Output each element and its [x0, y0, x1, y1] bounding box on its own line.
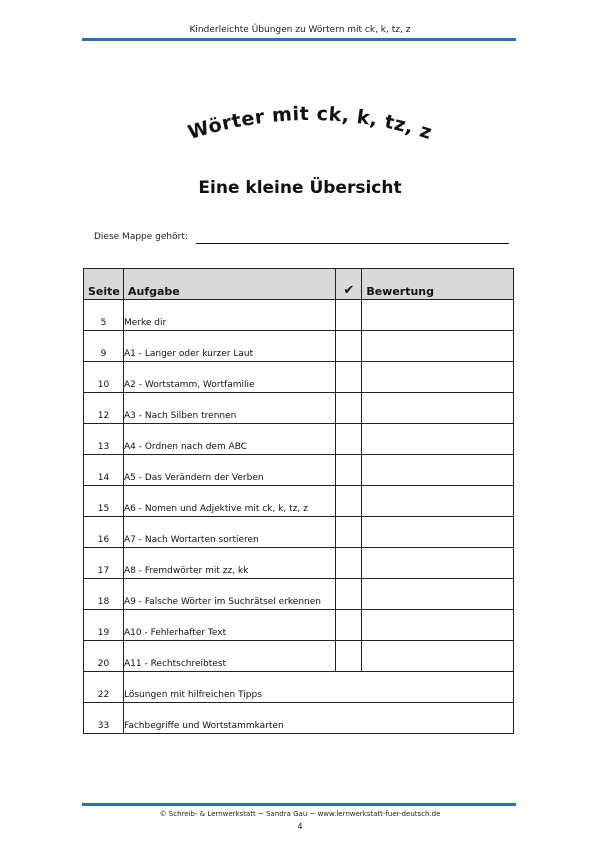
row-grade-cell[interactable]	[362, 424, 514, 455]
row-page: 15	[84, 486, 124, 517]
row-grade-cell[interactable]	[362, 548, 514, 579]
row-task: A6 - Nomen und Adjektive mit ck, k, tz, z	[123, 486, 335, 517]
table-row-extra	[84, 672, 514, 703]
worksheet-title	[170, 100, 450, 160]
owner-name-line[interactable]	[196, 243, 509, 244]
row-grade-cell[interactable]	[362, 455, 514, 486]
row-page: 9	[84, 331, 124, 362]
row-task: A1 - Langer oder kurzer Laut	[123, 331, 335, 362]
header-title: Kinderleichte Übungen zu Wörtern mit ck, k, tz, z	[189, 25, 411, 35]
row-page: 19	[84, 610, 124, 641]
header-page: Seite	[84, 269, 124, 300]
table-row	[84, 486, 514, 517]
row-page: 14	[84, 455, 124, 486]
header-task: Aufgabe	[123, 269, 335, 300]
row-task: A4 - Ordnen nach dem ABC	[123, 424, 335, 455]
row-page: 22	[84, 672, 124, 703]
row-grade-cell[interactable]	[362, 331, 514, 362]
row-page: 16	[84, 517, 124, 548]
row-check-cell[interactable]	[336, 393, 362, 424]
row-grade-cell[interactable]	[362, 641, 514, 672]
row-grade-cell[interactable]	[362, 517, 514, 548]
row-check-cell[interactable]	[336, 486, 362, 517]
row-task: A5 - Das Verändern der Verben	[123, 455, 335, 486]
table-row	[84, 331, 514, 362]
row-check-cell[interactable]	[336, 579, 362, 610]
worksheet-title-text: Wörter mit ck, k, tz, z	[185, 102, 435, 144]
row-check-cell[interactable]	[336, 517, 362, 548]
row-task: A8 - Fremdwörter mit zz, kk	[123, 548, 335, 579]
row-page: 13	[84, 424, 124, 455]
table-row	[84, 300, 514, 331]
table-row-extra	[84, 703, 514, 734]
row-page: 20	[84, 641, 124, 672]
row-task: Lösungen mit hilfreichen Tipps	[123, 672, 513, 703]
table-row	[84, 517, 514, 548]
table-row	[84, 362, 514, 393]
row-check-cell[interactable]	[336, 641, 362, 672]
row-task: Fachbegriffe und Wortstammkarten	[123, 703, 513, 734]
row-grade-cell[interactable]	[362, 579, 514, 610]
row-grade-cell[interactable]	[362, 300, 514, 331]
footer-rule	[82, 803, 516, 806]
overview-table	[83, 268, 514, 734]
row-task: Merke dir	[123, 300, 335, 331]
row-task: A10 - Fehlerhafter Text	[123, 610, 335, 641]
table-row	[84, 548, 514, 579]
table-row	[84, 455, 514, 486]
owner-label: Diese Mappe gehört:	[94, 232, 188, 242]
row-check-cell[interactable]	[336, 300, 362, 331]
row-check-cell[interactable]	[336, 424, 362, 455]
table-header-row	[84, 269, 514, 300]
row-page: 12	[84, 393, 124, 424]
svg-text:Wörter mit ck, k, tz, z	[185, 103, 434, 144]
page-subtitle: Eine kleine Übersicht	[198, 178, 402, 198]
table-row	[84, 424, 514, 455]
row-check-cell[interactable]	[336, 548, 362, 579]
row-check-cell[interactable]	[336, 455, 362, 486]
row-grade-cell[interactable]	[362, 486, 514, 517]
page-number: 4	[297, 822, 303, 831]
row-page: 5	[84, 300, 124, 331]
table-row	[84, 610, 514, 641]
row-page: 17	[84, 548, 124, 579]
row-task: A3 - Nach Silben trennen	[123, 393, 335, 424]
row-page: 10	[84, 362, 124, 393]
row-task: A9 - Falsche Wörter im Suchrätsel erkennen	[123, 579, 335, 610]
row-task: A11 - Rechtschreibtest	[123, 641, 335, 672]
row-page: 33	[84, 703, 124, 734]
row-check-cell[interactable]	[336, 610, 362, 641]
header-rule	[82, 38, 516, 41]
table-row	[84, 579, 514, 610]
row-grade-cell[interactable]	[362, 362, 514, 393]
row-check-cell[interactable]	[336, 331, 362, 362]
row-page: 18	[84, 579, 124, 610]
row-task: A7 - Nach Wortarten sortieren	[123, 517, 335, 548]
table-row	[84, 393, 514, 424]
table-row	[84, 641, 514, 672]
checkmark-icon: ✔	[336, 269, 362, 300]
row-task: A2 - Wortstamm, Wortfamilie	[123, 362, 335, 393]
row-grade-cell[interactable]	[362, 393, 514, 424]
footer-copyright: © Schreib- & Lernwerkstatt ~ Sandra Gau ~ www.lernwerkstatt-fuer-deutsch.de	[159, 810, 441, 818]
header-grade: Bewertung	[362, 269, 514, 300]
row-check-cell[interactable]	[336, 362, 362, 393]
row-grade-cell[interactable]	[362, 610, 514, 641]
